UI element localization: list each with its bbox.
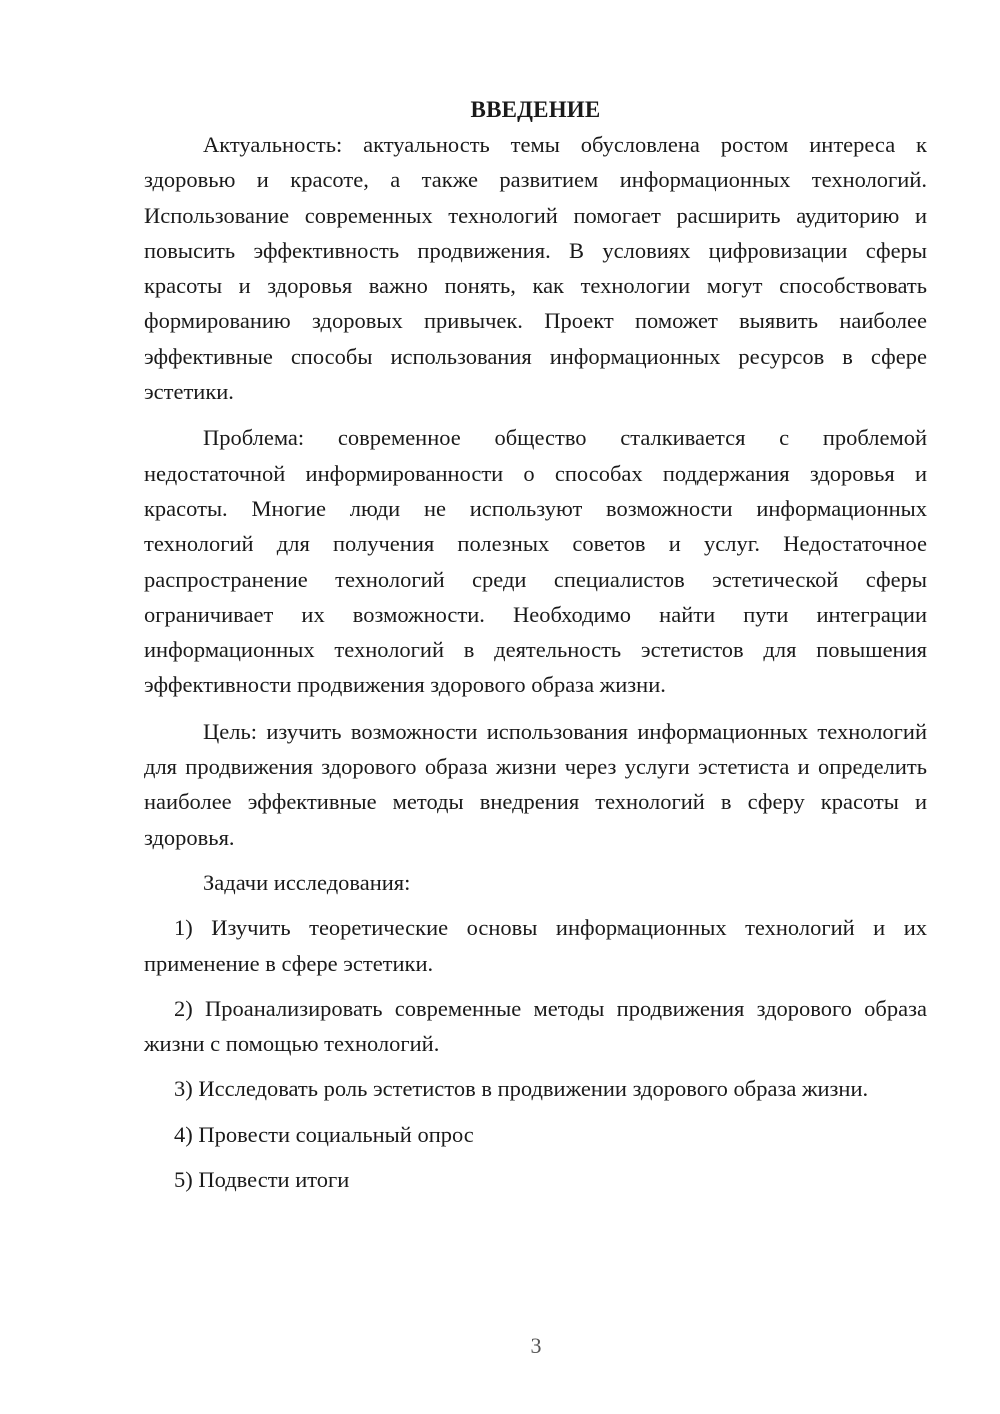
paragraph-problem: Проблема: современное общество сталкивается с проблемой недостаточной информированности о способах поддержания здоровья и красоты. Многие люди не используют возможности информационных технологий для получения полезных советов и услуг. Недостаточное распространение технологий среди специалистов эстетической сферы ограничивает их возможности. Необходимо найти пути интеграции информационных технологий в деятельность эстетистов для повышения эффективности продвижения здорового образа жизни. <box>144 425 927 698</box>
task-item-4: 4) Провести социальный опрос <box>174 1121 474 1147</box>
paragraph-goal: Цель: изучить возможности использования информационных технологий для продвижения здорового образа жизни через услуги эстетиста и определить наиболее эффективные методы внедрения технологий в сферу красоты и здоровья. <box>144 718 927 850</box>
document-page <box>144 92 927 1197</box>
paragraph-relevance: Актуальность: актуальность темы обусловлена ростом интереса к здоровью и красоте, а также развитием информационных технологий. Использование современных технологий помогает расширить аудиторию и повысить эффективность продвижения. В условиях цифровизации сферы красоты и здоровья важно понять, как технологии могут способствовать формированию здоровых привычек. Проект поможет выявить наиболее эффективные способы использования информационных ресурсов в сфере эстетики. <box>144 132 927 405</box>
tasks-heading: Задачи исследования: <box>203 869 411 895</box>
task-item-5: 5) Подвести итоги <box>174 1167 350 1193</box>
page-number: 3 <box>530 1333 542 1358</box>
task-item-1: 1) Изучить теоретические основы информационных технологий и их применение в сфере эстетики. <box>144 915 927 976</box>
page-title: ВВЕДЕНИЕ <box>470 97 601 122</box>
task-item-2: 2) Проанализировать современные методы продвижения здорового образа жизни с помощью технологий. <box>144 995 927 1057</box>
task-item-3: 3) Исследовать роль эстетистов в продвижении здорового образа жизни. <box>174 1076 869 1102</box>
